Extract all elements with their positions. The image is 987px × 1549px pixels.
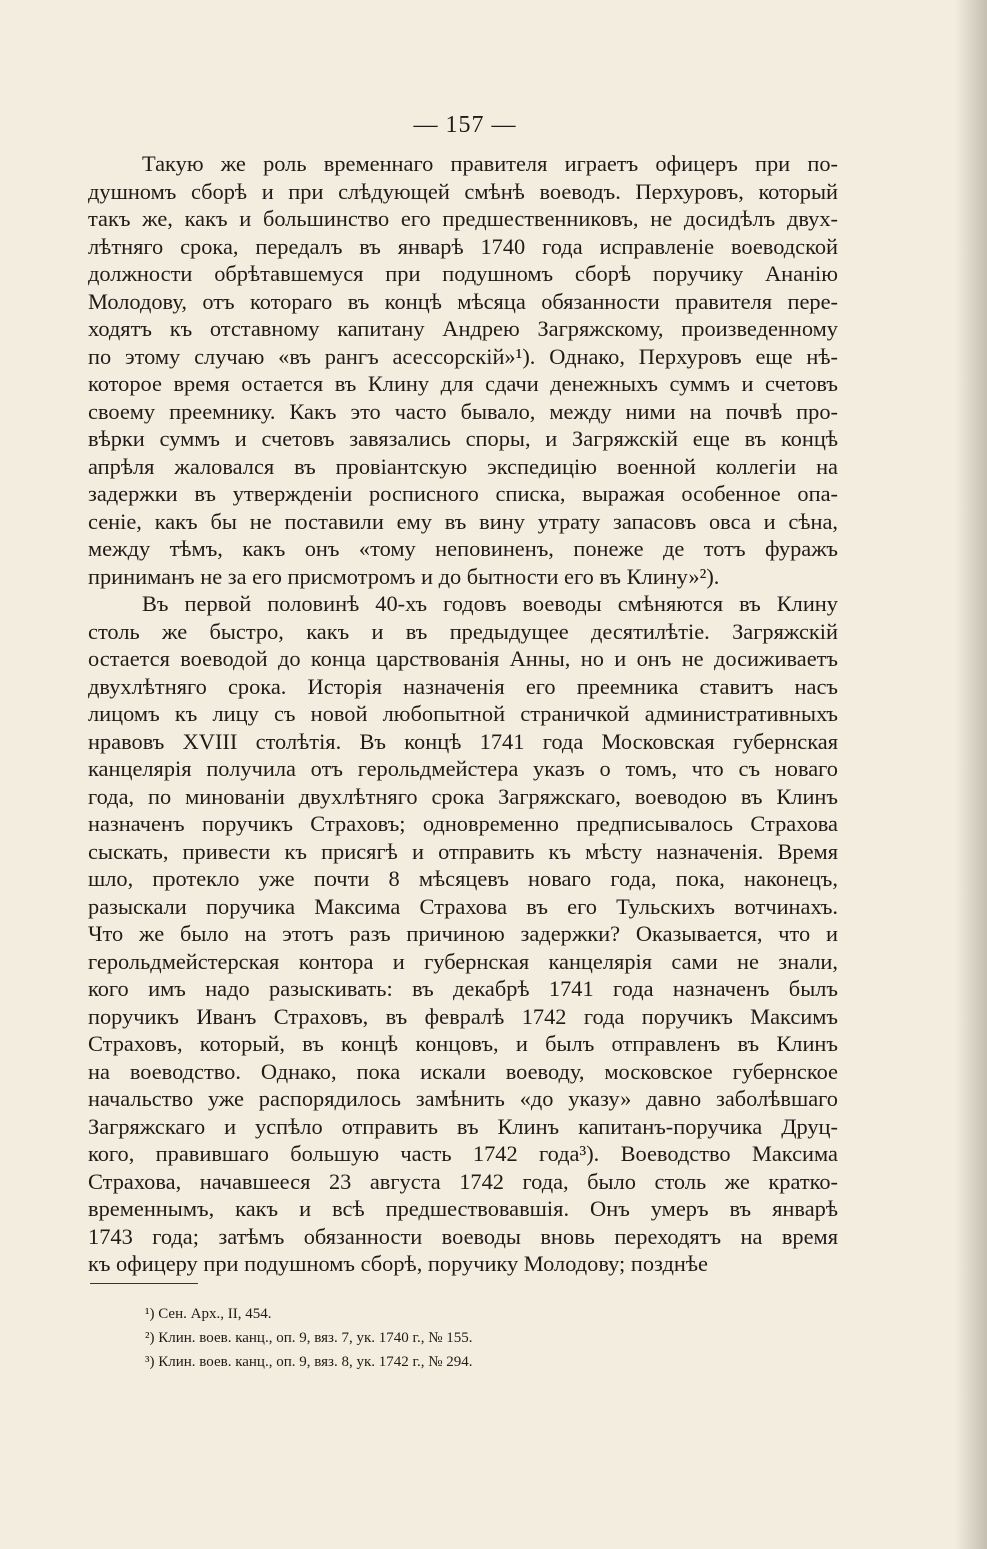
text-line: поручикъ Иванъ Страховъ, въ февралѣ 1742 года поручикъ Максимъ [88,1003,838,1029]
text-line: остается воеводой до конца царствованія Анны, но и онъ не досиживаетъ [88,646,838,671]
paragraph-1 [88,150,838,590]
text-line: разыскали поручика Максима Страхова въ его Тульскихъ вотчинахъ. [88,893,838,919]
text-line: между тѣмъ, какъ онъ «тому неповиненъ, понеже де тотъ фуражъ [88,536,838,561]
footnotes [145,1302,845,1374]
text-line: канцелярія получила отъ герольдмейстера указъ о томъ, что съ новаго [88,756,838,781]
text-line: двухлѣтняго срока. Исторія назначенія его преемника ставитъ насъ [88,673,838,699]
footnote-1: ¹) Сен. Арх., II, 454. [145,1306,272,1322]
text-line: столь же быстро, какъ и въ предыдущее десятилѣтіе. Загряжскій [88,618,838,644]
text-line: сыскать, привести къ присягѣ и отправить къ мѣсту назначенія. Время [88,838,838,864]
text-line: задержки въ утвержденіи росписного списка, выражая особенное опа- [88,481,838,506]
text-line: кого имъ надо разыскивать: въ декабрѣ 1741 года назначенъ былъ [88,976,838,1001]
text-line: вѣрки суммъ и счетовъ завязались споры, и Загряжскій еще въ концѣ [88,426,838,451]
text-line: нравовъ XVIII столѣтія. Въ концѣ 1741 года Московская губернская [88,728,838,754]
text-line: года, по минованіи двухлѣтняго срока Загряжскаго, воеводою въ Клинъ [88,783,838,809]
text-line: къ офицеру при подушномъ сборѣ, поручику Молодову; позднѣе [88,1251,708,1276]
paragraph-2 [88,590,838,1278]
footnote-2: ²) Клин. воев. канц., оп. 9, вяз. 7, ук. 1740 г., № 155. [145,1330,473,1346]
text-line: ходятъ къ отставному капитану Андрею Загряжскому, произведенному [88,316,838,341]
page-number: — 157 — [413,112,517,138]
text-line: герольдмейстерская контора и губернская канцелярія сами не знали, [88,948,838,974]
text-line: которое время остается въ Клину для сдачи денежныхъ суммъ и счетовъ [88,371,838,396]
text-line: Такую же роль временнаго правителя играетъ офицеръ при по- [142,151,838,176]
text-line: Страховъ, который, въ концѣ концовъ, и былъ отправленъ въ Клинъ [88,1031,838,1056]
text-line: на воеводство. Однако, пока искали воеводу, московское губернское [88,1058,838,1084]
text-line: шло, протекло уже почти 8 мѣсяцевъ новаго года, пока, наконецъ, [88,866,838,891]
page-edge-shadow [955,0,987,1549]
body-text [88,150,838,1278]
text-line: 1743 года; затѣмъ обязанности воеводы вновь переходятъ на время [88,1223,838,1249]
text-line: по этому случаю «въ рангъ асессорскій»¹). Однако, Перхуровъ еще нѣ- [88,343,838,369]
text-line: лѣтняго срока, передалъ въ январѣ 1740 года исправленіе воеводской [88,233,838,259]
footnote-3: ³) Клин. воев. канц., оп. 9, вяз. 8, ук. 1742 г., № 294. [145,1354,473,1370]
text-line: Въ первой половинѣ 40-хъ годовъ воеводы смѣняются въ Клину [142,591,838,616]
text-line: Что же было на этотъ разъ причиною задержки? Оказывается, что и [88,921,838,946]
text-line: своему преемнику. Какъ это часто бывало, между ними на почвѣ про- [88,398,838,424]
text-line: Загряжскаго и успѣло отправить въ Клинъ капитанъ-поручика Друц- [88,1113,838,1139]
text-line: Молодову, отъ котораго въ концѣ мѣсяца обязанности правителя пере- [88,288,838,314]
text-line: апрѣля жаловался въ провіантскую экспедицію военной коллегіи на [88,453,838,479]
text-line: назначенъ поручикъ Страховъ; одновременно предписывалось Страхова [88,811,838,836]
text-line: должности обрѣтавшемуся при подушномъ сборѣ поручику Ананію [88,261,838,286]
text-line: Страхова, начавшееся 23 августа 1742 года, было столь же кратко- [88,1168,838,1194]
text-line: кого, правившаго большую часть 1742 года³). Воеводство Максима [88,1141,838,1166]
text-line: лицомъ къ лицу съ новой любопытной страничкой административныхъ [88,701,838,726]
text-line: начальство уже распорядилось замѣнить «до указу» давно заболѣвшаго [88,1086,838,1111]
text-line: такъ же, какъ и большинство его предшественниковъ, не досидѣлъ двух- [88,206,838,231]
text-line: временнымъ, какъ и всѣ предшествовавшія. Онъ умеръ въ январѣ [88,1196,838,1221]
text-line: сеніе, какъ бы не поставили ему въ вину утрату запасовъ овса и сѣна, [88,508,838,534]
text-line: душномъ сборѣ и при слѣдующей смѣнѣ воеводъ. Перхуровъ, который [88,178,838,204]
footnote-divider [90,1283,198,1284]
text-line: приниманъ не за его присмотромъ и до бытности его въ Клину»²). [88,563,720,589]
